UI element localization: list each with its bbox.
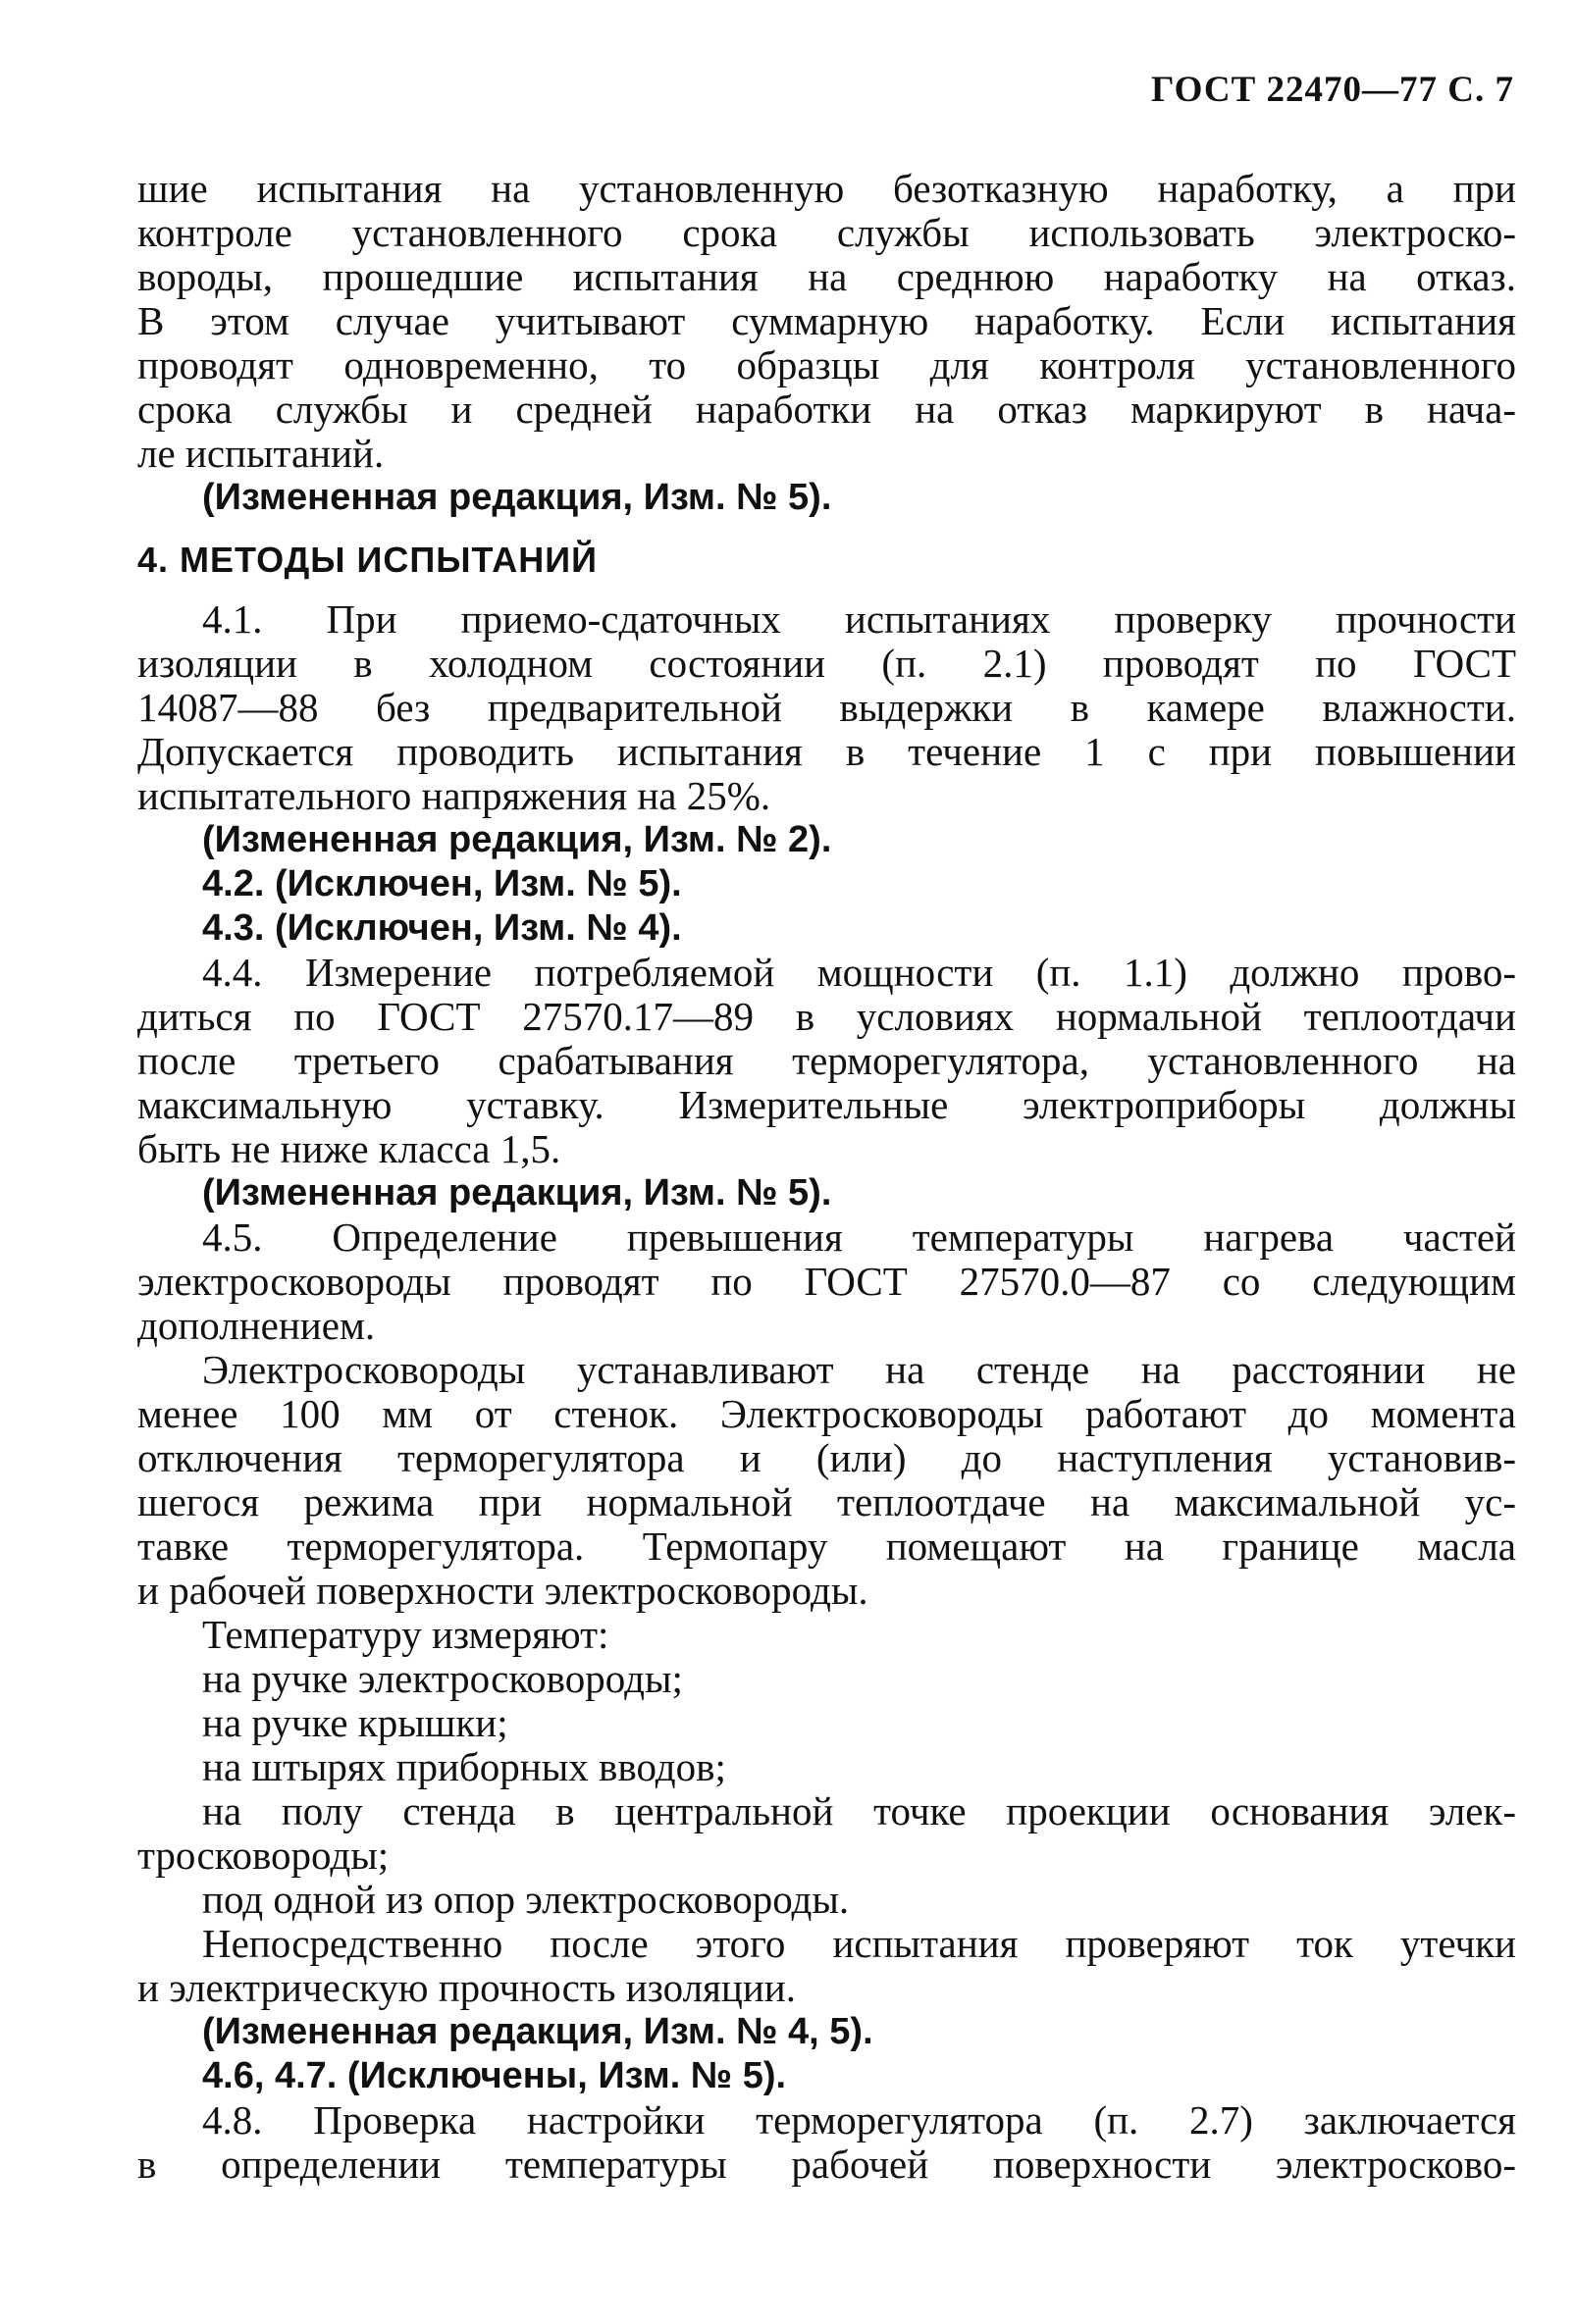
text-line: менее 100 мм от стенок. Электросковороды работают до момента — [137, 1391, 1516, 1436]
list-item-continuation: тросковороды; — [137, 1833, 390, 1878]
text-line: испытательного напряжения на 25%. — [137, 773, 771, 818]
list-item: на ручке крышки; — [202, 1700, 508, 1745]
paragraph-4-2: 4.2. (Исключен, Изм. № 5). — [202, 863, 682, 904]
paragraph-continuation — [137, 167, 1516, 476]
amendment-note: (Измененная редакция, Изм. № 5). — [202, 477, 832, 518]
text-line: ле испытаний. — [137, 431, 385, 476]
text-line: 14087—88 без предварительной выдержки в камере влажности. — [137, 685, 1516, 730]
paragraph-placement — [137, 1348, 1516, 1613]
text-line: в определении температуры рабочей поверхности электросково- — [137, 2142, 1516, 2187]
text-line: и рабочей поверхности электросковороды. — [137, 1568, 868, 1613]
list-item: под одной из опор электросковороды. — [202, 1877, 850, 1922]
list-item: на ручке электросковороды; — [202, 1656, 683, 1701]
text-line: Электросковороды устанавливают на стенде на расстоянии не — [202, 1347, 1516, 1392]
text-line: отключения терморегулятора и (или) до наступления установив- — [137, 1435, 1516, 1480]
text-line: срока службы и средней наработки на отказ маркируют в нача- — [137, 387, 1516, 432]
text-line: максимальную уставку. Измерительные электроприборы должны — [137, 1082, 1516, 1127]
list-item: на полу стенда в центральной точке проекции основания элек- — [202, 1788, 1516, 1833]
text-line: контроле установленного срока службы использовать электроско- — [137, 210, 1516, 255]
text-line: после третьего срабатывания терморегулятора, установленного на — [137, 1038, 1516, 1083]
paragraph-4-8 — [137, 2098, 1516, 2187]
text-line: шегося режима при нормальной теплоотдаче на максимальной ус- — [137, 1479, 1516, 1524]
text-line: быть не ниже класса 1,5. — [137, 1126, 561, 1171]
text-line: шие испытания на установленную безотказную наработку, а при — [137, 166, 1516, 211]
text-line: 4.4. Измерение потребляемой мощности (п. 1.1) должно прово- — [202, 950, 1516, 995]
text-line: 4.8. Проверка настройки терморегулятора (п. 2.7) заключается — [202, 2097, 1516, 2143]
text-line: электросковороды проводят по ГОСТ 27570.0—87 со следующим — [137, 1259, 1516, 1304]
text-line: Температуру измеряют: — [202, 1612, 609, 1657]
paragraph-4-6-4-7: 4.6, 4.7. (Исключены, Изм. № 5). — [202, 2055, 787, 2096]
amendment-note: (Измененная редакция, Изм. № 4, 5). — [202, 2011, 873, 2052]
text-line: 4.5. Определение превышения температуры нагрева частей — [202, 1214, 1516, 1260]
text-line: изоляции в холодном состоянии (п. 2.1) проводят по ГОСТ — [137, 641, 1516, 686]
paragraph-4-5 — [137, 1215, 1516, 1348]
text-line: Допускается проводить испытания в течение 1 с при повышении — [137, 729, 1516, 774]
amendment-note: (Измененная редакция, Изм. № 5). — [202, 1172, 832, 1214]
amendment-note: (Измененная редакция, Изм. № 2). — [202, 819, 832, 860]
text-line: Непосредственно после этого испытания проверяют ток утечки — [202, 1921, 1516, 1966]
page-body — [137, 167, 1516, 2187]
paragraph-leakage — [137, 1922, 1516, 2010]
paragraph-4-4 — [137, 951, 1516, 1171]
text-line: тавке терморегулятора. Термопару помещают на границе масла — [137, 1524, 1516, 1569]
text-line: диться по ГОСТ 27570.17—89 в условиях нормальной теплоотдачи — [137, 994, 1516, 1039]
text-line: 4.1. При приемо-сдаточных испытаниях проверку прочности — [202, 596, 1516, 642]
page-header: ГОСТ 22470—77 С. 7 — [1151, 70, 1514, 110]
section-heading: 4. МЕТОДЫ ИСПЫТАНИЙ — [137, 540, 598, 580]
text-line: вороды, прошедшие испытания на среднюю наработку на отказ. — [137, 254, 1516, 299]
text-line: и электрическую прочность изоляции. — [137, 1965, 796, 2010]
paragraph-4-3: 4.3. (Исключен, Изм. № 4). — [202, 907, 682, 949]
text-line: В этом случае учитывают суммарную наработку. Если испытания — [137, 298, 1516, 343]
list-item: на штырях приборных вводов; — [202, 1744, 726, 1789]
measurement-list — [137, 1613, 1516, 1922]
text-line: проводят одновременно, то образцы для контроля установленного — [137, 342, 1516, 387]
paragraph-4-1 — [137, 597, 1516, 818]
text-line: дополнением. — [137, 1303, 376, 1348]
